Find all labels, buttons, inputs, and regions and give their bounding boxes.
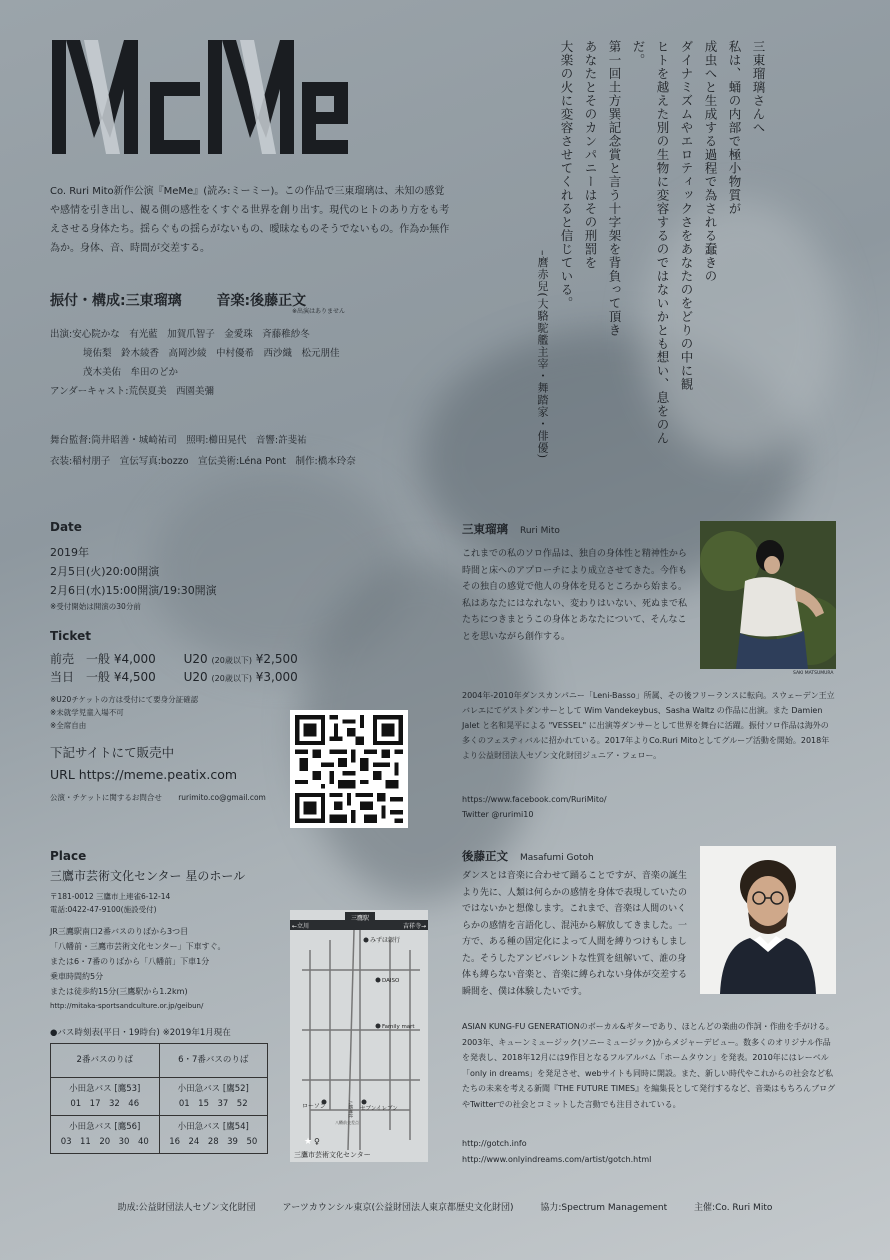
date-title: Date: [50, 520, 82, 534]
table-row: [51, 1044, 268, 1078]
map-lawson: ローソン: [302, 1103, 326, 1110]
ticket-u20-label: U20: [183, 670, 208, 684]
cast-line: 境佑梨 鈴木綾香 高岡沙綾 中村優希 西沙織 松元朋佳: [83, 348, 340, 359]
ruri-mito-heading: [462, 521, 560, 537]
ruri-mito-bio: 2004年-2010年ダンスカンパニー「Leni-Basso」所属、その後フリーランスに転向。スウェーデン王立バレエにてゲストダンサーとして Wim Vandekeybus、Sasha Waltz の作品に出演。また Damien Jalet と名和晃平による "VESSEL" に出演等ダンサーとして世界を舞台に活躍。振付ソロ作品は海外の多くのフェスティバルに招かれている。2017年よりCo.Ruri Mitoとしてグループ活動を開始。2018年より公益財団法人セゾン文化財団ジュニア・フェロー。: [462, 691, 835, 760]
poem-line: ヒトを越えた別の生物に変容するのではないかとも想い、息をのんだ。: [631, 40, 670, 445]
sales-url[interactable]: URL https://meme.peatix.com: [50, 767, 238, 782]
poem-line: 第一回土方巽記念賞と言う十字架を背負って頂き: [607, 40, 622, 337]
map-daiso: DAISO: [382, 978, 400, 984]
contact-info: [50, 792, 266, 803]
venue-zip: 〒181-0012 三鷹市上連雀6-12-14: [50, 892, 171, 901]
bus-line-name: 小田急バス [鷹52]: [177, 1083, 249, 1094]
map-seven-eleven: セブンイレブン: [360, 1106, 398, 1112]
label-site-link[interactable]: http://www.onlyindreams.com/artist/gotch.html: [462, 1155, 652, 1164]
artist-name-jp: 三東瑠璃: [462, 522, 508, 536]
poem-line: あなたとそのカンパニーはその刑罰を: [583, 40, 598, 270]
map-right-dir: 吉祥寺→: [402, 923, 426, 930]
table-row: [51, 1116, 268, 1154]
poem: [536, 40, 770, 470]
gotch-site-link[interactable]: http://gotch.info: [462, 1139, 527, 1148]
sales-info: [50, 742, 237, 786]
photo-credit: SAKI MATSUMURA: [793, 671, 834, 676]
map-station: 三鷹駅: [350, 915, 370, 922]
map-left-dir: ←立川: [292, 923, 310, 930]
gotch-statement: ダンスとは音楽に合わせて踊ることですが、音楽の誕生より先に、人類は何らかの感情を身体で表現していたのではないかと想像します。これまで、音楽は人間のいくらかの感情を言語化し、混沌から解放してきました。一方で、ある種の固定化によって人間を縛りつけもしました。そうしたアンビバレントな性質を紐解いて、誰の身体も縛らない音楽と、音楽に縛られない身体が交差する瞬間を、僕は体験したいです。: [462, 871, 688, 997]
bus-stop-header: 2番バスのりば: [51, 1044, 160, 1078]
poem-signature: –麿赤兒(大駱駝艦主宰・舞踏家・俳優): [536, 250, 549, 460]
ruri-mito-photo: [700, 521, 836, 669]
composer-note: ※出演はありません: [292, 308, 346, 315]
poem-line: 三東瑠璃さんへ: [751, 40, 766, 135]
star-icon: ★: [304, 1137, 313, 1147]
access-info: [50, 924, 290, 1014]
ticket-notes: [50, 693, 298, 732]
crew-line: 衣装:稲村朋子 宣伝写真:bozzo 宣伝美術:Léna Pont 制作:橋本玲奈: [50, 456, 356, 467]
poem-line: ダイナミズムやエロティックさをあなたのをどりの中に観: [679, 40, 694, 391]
bus-cell: [159, 1078, 268, 1116]
map-shrine: 八幡神社: [347, 1100, 352, 1118]
footer-organizer: 主催:Co. Ruri Mito: [694, 1203, 773, 1213]
venue-url[interactable]: http://mitaka-sportsandculture.or.jp/geibun/: [50, 1002, 204, 1010]
date-section: [50, 518, 217, 614]
cast-line: 茂木美佑 牟田のどか: [83, 367, 179, 378]
footer-council: アーツカウンシル東京(公益財団法人東京都歴史文化財団): [282, 1203, 514, 1213]
footer: [0, 1200, 890, 1213]
artist-name-en: Ruri Mito: [520, 526, 560, 536]
place-section: [50, 846, 290, 1014]
table-row: [51, 1078, 268, 1116]
artist-name-en: Masafumi Gotoh: [520, 853, 594, 863]
composer: 音楽:後藤正文: [216, 293, 307, 309]
access-line: 「八幡前・三鷹市芸術文化センター」下車すぐ。: [50, 942, 226, 951]
ticket-section: [50, 628, 298, 732]
ticket-u20-label: U20: [183, 652, 208, 666]
date-line: 2月5日(火)20:00開演: [50, 565, 160, 578]
bus-times: 03 11 20 30 40: [60, 1136, 149, 1147]
access-line: または6・7番のりばから「八幡前」下車1分: [50, 957, 210, 966]
ticket-advance-row: [50, 651, 298, 669]
bus-timetable: [50, 1043, 268, 1154]
venue-tel: 電話:0422-47-9100(施設受付): [50, 905, 157, 914]
gotch-bio: ASIAN KUNG-FU GENERATIONのボーカル&ギターであり、ほとんどの楽曲の作詞・作曲を手がける。2003年、キューンミュージック(ソニーミュージック)からメジャーデビュー。数多くのオリジナル作品を発表し、2018年12月には9作目となるフルアルバム「ホームタウン」を発表。2010年にはレーベル「only in dreams」を発足させ、webサイトも同時に開設。また、新しい時代やこれからの社会など私たちの未来を考える新聞『THE FUTURE TIMES』を編集長として発行するなど、音楽はもちろんブログやTwitterでの社会とコミットした言動でも注目されている。: [462, 1022, 836, 1109]
understudy-line: アンダーキャスト:荒俣夏美 西園美彌: [50, 386, 214, 397]
crew-list: [50, 430, 450, 472]
access-map: [290, 910, 428, 1162]
venue-name: 三鷹市芸術文化センター 星のホール: [50, 869, 246, 883]
ticket-door-row: [50, 669, 298, 687]
access-line: JR三鷹駅南口2番バスのりばから3つ目: [50, 927, 189, 936]
sales-text: 下記サイトにて販売中: [50, 745, 175, 760]
ticket-advance: 前売 一般 ¥4,000: [50, 652, 156, 666]
bus-line-name: 小田急バス [鷹54]: [177, 1121, 249, 1132]
ruri-mito-links: [462, 792, 607, 822]
ticket-title: Ticket: [50, 629, 91, 643]
map-family-mart: Family mart: [382, 1024, 415, 1030]
poem-line: 成虫へと生成する過程で為される蠢きの: [703, 40, 718, 283]
date-note: ※受付開始は開演の30分前: [50, 602, 141, 611]
map-bank: みずほ銀行: [370, 937, 401, 944]
bus-cell: [159, 1116, 268, 1154]
map-venue: 三鷹市芸術文化センター: [294, 1151, 371, 1159]
crew-line: 舞台監督:筒井昭善・城崎祐司 照明:櫛田晃代 音響:許斐祐: [50, 435, 307, 446]
bus-stop-header: 6・7番バスのりば: [159, 1044, 268, 1078]
place-title: Place: [50, 849, 87, 863]
ruri-mito-statement: これまでの私のソロ作品は、独自の身体性と精神性から時間と床へのアプローチにより成立させてきた。今作もその独自の感覚で他人の身体を見るところから始まる。私はあなたにはなれない、変わりはいない、死ぬまで私たちにつきまとうこの身体とあなたについて、そんなことを思いながら創作する。: [462, 549, 688, 642]
qr-code-image: [295, 715, 403, 823]
intro-text: Co. Ruri Mito新作公演『MeMe』(読み:ミーミー)。この作品で三東瑠璃は、未知の感覚や感情を引き出し、観る側の感性をくすぐる世界を創り出す。現代のヒトのあり方をも考えさせる身体たち。揺らぐもの揺らがないもの、曖昧なものそうでないもの。作為か無作為か。身体、音、時間が交差する。: [50, 186, 450, 254]
cast-list: [50, 325, 450, 401]
contact-email[interactable]: rurimito.co@gmail.com: [178, 793, 266, 802]
pin-icon: ♀: [314, 1137, 320, 1146]
bus-cell: [51, 1078, 160, 1116]
footer-support: 助成:公益財団法人セゾン文化財団: [117, 1203, 256, 1213]
ticket-u20-price: ¥3,000: [255, 670, 298, 684]
date-year: 2019年: [50, 546, 89, 559]
bus-times: 16 24 28 39 50: [169, 1136, 258, 1147]
ticket-door: 当日 一般 ¥4,500: [50, 670, 156, 684]
access-line: 乗車時間約5分: [50, 972, 104, 981]
bus-timetable-title: ●バス時刻表(平日・19時台) ※2019年1月現在: [50, 1028, 231, 1038]
facebook-link[interactable]: https://www.facebook.com/RuriMito/: [462, 795, 607, 804]
ticket-u20-note: (20歳以下): [211, 674, 252, 683]
ticket-note: ※全席自由: [50, 721, 87, 730]
footer-cooperation: 協力:Spectrum Management: [540, 1203, 668, 1213]
qr-code[interactable]: [290, 710, 408, 828]
bus-line-name: 小田急バス [鷹53]: [69, 1083, 141, 1094]
bus-times: 01 15 37 52: [178, 1098, 248, 1109]
access-line: または徒歩約15分(三鷹駅から1.2km): [50, 987, 188, 996]
map-crossing: 八幡前交差点: [335, 1120, 359, 1125]
venue-address: [50, 890, 290, 916]
gotch-photo: [700, 846, 836, 994]
gotch-heading: [462, 848, 594, 864]
bus-line-name: 小田急バス [鷹56]: [69, 1121, 141, 1132]
twitter-link[interactable]: Twitter @rurimi10: [462, 810, 534, 819]
cast-line: 出演:安心院かな 有光藍 加賀爪智子 金愛珠 斉藤稚紗冬: [50, 329, 310, 340]
bus-cell: [51, 1116, 160, 1154]
choreographer: 振付・構成:三東瑠璃: [50, 293, 182, 309]
bus-times: 01 17 32 46: [70, 1098, 140, 1109]
contact-label: 公演・チケットに関するお問合せ: [50, 793, 162, 802]
ticket-u20-price: ¥2,500: [255, 652, 298, 666]
ticket-u20-note: (20歳以下): [211, 656, 252, 665]
poem-line: 大楽の火に変容させてくれると信じている。: [559, 40, 574, 310]
poem-line: 私は、蛹の内部で極小物質が: [727, 40, 742, 216]
gotch-links: [462, 1136, 651, 1168]
artist-name-jp: 後藤正文: [462, 849, 508, 863]
meme-logo: [50, 38, 350, 158]
date-line: 2月6日(水)15:00開演/19:30開演: [50, 584, 217, 597]
ticket-note: ※U20チケットの方は受付にて要身分証確認: [50, 695, 199, 704]
ticket-note: ※未就学児童入場不可: [50, 708, 124, 717]
